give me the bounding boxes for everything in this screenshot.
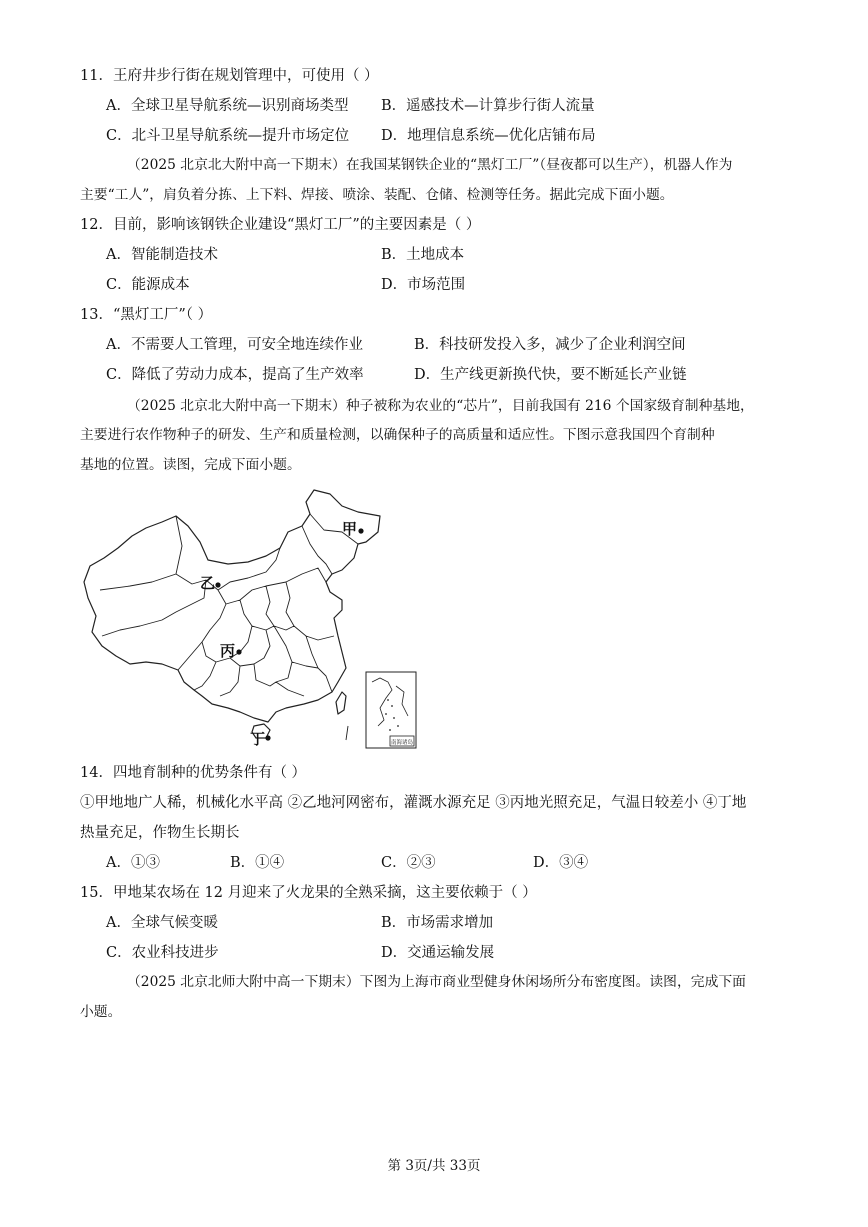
- q11-option-a: A．全球卫星导航系统—识别商场类型: [106, 98, 349, 114]
- q14-option-a: A．①③: [106, 855, 160, 871]
- intro-2-line-1: （2025 北京北大附中高一下期末）种子被称为农业的“芯片”，目前我国有 216 个国家级育制种基地，: [127, 398, 754, 414]
- question-11-stem: 11．王府井步行街在规划管理中，可使用（ ）: [80, 68, 379, 84]
- q12-option-a: A．智能制造技术: [106, 247, 218, 263]
- base-marker-jia: [358, 528, 363, 533]
- q12-option-c: C．能源成本: [106, 277, 190, 293]
- province-boundaries: [100, 514, 358, 696]
- base-marker-yi: [215, 582, 220, 587]
- q15-option-c: C．农业科技进步: [106, 945, 219, 961]
- label-yi: 乙: [200, 574, 216, 592]
- label-bing: 丙: [220, 642, 236, 660]
- intro-1-line-1: （2025 北京北大附中高一下期末）在我国某钢铁企业的“黑灯工厂”（昼夜都可以生产），机器人作为: [127, 157, 733, 173]
- q13-option-d: D．生产线更新换代快，要不断延长产业链: [414, 367, 687, 383]
- question-14-stem: 14．四地育制种的优势条件有（ ）: [80, 765, 307, 781]
- label-jia: 甲: [342, 520, 358, 538]
- intro-3-line-1: （2025 北京北师大附中高一下期末）下图为上海市商业型健身休闲场所分布密度图。读图，完成下面: [127, 974, 746, 990]
- question-12-stem: 12．目前，影响该钢铁企业建设“黑灯工厂”的主要因素是（ ）: [80, 217, 481, 233]
- q13-option-b: B．科技研发投入多，减少了企业利润空间: [414, 337, 686, 353]
- q14-statements-line-1: ①甲地地广人稀，机械化水平高 ②乙地河网密布，灌溉水源充足 ③丙地光照充足，气温日较差小 ④丁地: [80, 795, 747, 811]
- taiwan-island: [336, 692, 346, 714]
- question-13-stem: 13．“黑灯工厂”（ ）: [80, 307, 213, 323]
- q14-statements-line-2: 热量充足，作物生长期长: [80, 825, 240, 841]
- base-marker-ding: [265, 735, 270, 740]
- q13-option-a: A．不需要人工管理，可安全地连续作业: [106, 337, 363, 353]
- q14-option-c: C．②③: [381, 855, 436, 871]
- q15-option-b: B．市场需求增加: [381, 915, 494, 931]
- q11-option-c: C．北斗卫星导航系统—提升市场定位: [106, 128, 350, 144]
- label-ding: 丁: [250, 730, 266, 748]
- q12-option-b: B．土地成本: [381, 247, 465, 263]
- china-breeding-base-map: [80, 486, 420, 750]
- q15-option-a: A．全球气候变暖: [106, 915, 218, 931]
- q11-option-d: D．地理信息系统—优化店铺布局: [381, 128, 596, 144]
- china-outline: [84, 490, 380, 722]
- south-china-sea-inset: [366, 672, 416, 748]
- inset-caption: 南海诸岛: [390, 740, 414, 746]
- q14-option-b: B．①④: [230, 855, 285, 871]
- intro-2-line-3: 基地的位置。读图，完成下面小题。: [80, 457, 301, 473]
- q11-option-b: B．遥感技术—计算步行街人流量: [381, 98, 595, 114]
- base-marker-bing: [236, 649, 241, 654]
- q13-option-c: C．降低了劳动力成本，提高了生产效率: [106, 367, 364, 383]
- intro-3-line-2: 小题。: [80, 1004, 122, 1020]
- q14-option-d: D．③④: [533, 855, 589, 871]
- page-footer: 第 3页/共 33页: [387, 1158, 481, 1174]
- q12-option-d: D．市场范围: [381, 277, 466, 293]
- intro-2-line-2: 主要进行农作物种子的研发、生产和质量检测，以确保种子的高质量和适应性。下图示意我国四个育制种: [80, 427, 715, 443]
- question-15-stem: 15．甲地某农场在 12 月迎来了火龙果的全熟采摘，这主要依赖于（ ）: [80, 885, 537, 901]
- intro-1-line-2: 主要“工人”，肩负着分拣、上下料、焊接、喷涂、装配、仓储、检测等任务。据此完成下面小题。: [80, 187, 674, 203]
- q15-option-d: D．交通运输发展: [381, 945, 495, 961]
